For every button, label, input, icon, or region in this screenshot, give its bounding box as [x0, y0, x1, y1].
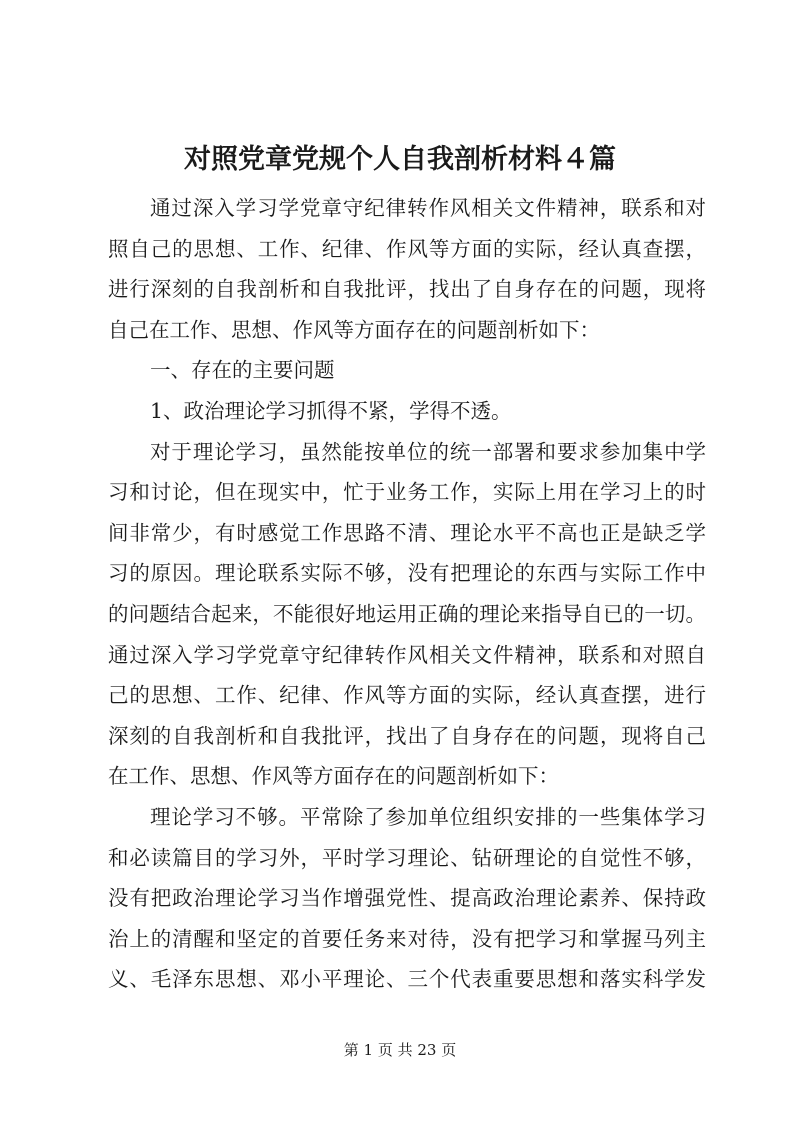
paragraph-line: 理论学习不够。平常除了参加单位组织安排的一些集体学习 [150, 804, 706, 829]
paragraph-line: 习和讨论，但在现实中，忙于业务工作，实际上用在学习上的时 [108, 480, 706, 505]
subsection-heading: 1、政治理论学习抓得不紧，学得不透。 [150, 398, 512, 423]
document-body [108, 188, 706, 1000]
document-title: 对照党章党规个人自我剖析材料４篇 [184, 144, 616, 175]
paragraph-line: 照自己的思想、工作、纪律、作风等方面的实际，经认真查摆， [108, 236, 706, 261]
page-footer: 第 1 页 共 23 页 [343, 1041, 457, 1059]
paragraph-line: 在工作、思想、作风等方面存在的问题剖析如下： [108, 764, 559, 789]
paragraph-line: 习的原因。理论联系实际不够，没有把理论的东西与实际工作中 [108, 561, 706, 586]
paragraph-line: 没有把政治理论学习当作增强党性、提高政治理论素养、保持政 [108, 886, 706, 911]
paragraph-line: 对于理论学习，虽然能按单位的统一部署和要求参加集中学 [150, 439, 706, 464]
paragraph-line: 深刻的自我剖析和自我批评，找出了自身存在的问题，现将自己 [108, 723, 706, 748]
paragraph-line: 治上的清醒和坚定的首要任务来对待，没有把学习和掌握马列主 [108, 926, 706, 951]
paragraph-line: 通过深入学习学党章守纪律转作风相关文件精神，联系和对 [150, 196, 706, 220]
paragraph-line: 间非常少，有时感觉工作思路不清、理论水平不高也正是缺乏学 [108, 520, 706, 545]
paragraph-line: 和必读篇目的学习外，平时学习理论、钻研理论的自觉性不够， [108, 845, 706, 870]
paragraph-line: 通过深入学习学党章守纪律转作风相关文件精神，联系和对照自 [108, 642, 706, 667]
paragraph-line: 己的思想、工作、纪律、作风等方面的实际，经认真查摆，进行 [108, 683, 706, 708]
paragraph-line: 自己在工作、思想、作风等方面存在的问题剖析如下： [108, 317, 600, 342]
paragraph-line: 义、毛泽东思想、邓小平理论、三个代表重要思想和落实科学发 [108, 967, 706, 992]
section-heading: 一、存在的主要问题 [150, 358, 335, 383]
paragraph-line: 进行深刻的自我剖析和自我批评，找出了自身存在的问题，现将 [108, 277, 706, 302]
paragraph-line: 的问题结合起来，不能很好地运用正确的理论来指导自已的一切。 [108, 601, 706, 626]
